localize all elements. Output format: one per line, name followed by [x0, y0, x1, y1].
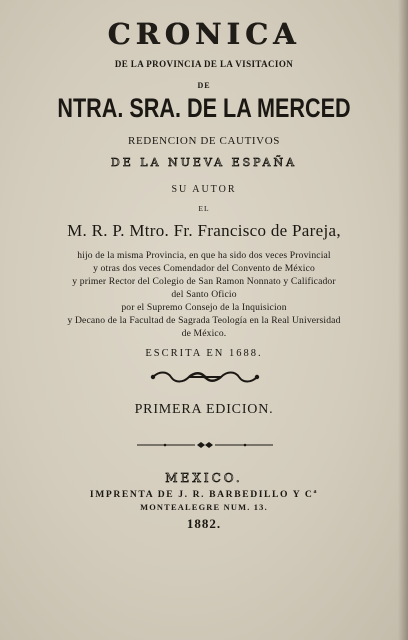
printer-line — [0, 489, 408, 500]
author-name: M. R. P. Mtro. Fr. Francisco de Pareja, — [67, 221, 341, 240]
printer-address: MONTEALEGRE NUM. 13. — [140, 503, 268, 512]
description-line: del Santo Oficio — [171, 289, 237, 300]
subtitle-de: DE — [197, 81, 211, 90]
description-line: de México. — [181, 328, 227, 339]
written-date: ESCRITA EN 1688. — [145, 348, 263, 359]
subtitle-redencion: REDENCION DE CAUTIVOS — [128, 135, 280, 147]
place-of-publication: MEXICO. — [165, 471, 243, 485]
author-label: SU AUTOR — [171, 184, 237, 195]
subtitle-provincia: DE LA PROVINCIA DE LA VISITACION — [114, 59, 294, 69]
printer-name: IMPRENTA DE J. R. BARBEDILLO Y C — [89, 489, 314, 500]
description-line: por el Supremo Consejo de la Inquisicion — [121, 302, 287, 313]
description-line: y primer Rector del Colegio de San Ramon Nonnato y Calificador — [72, 276, 336, 287]
book-title: CRONICA — [107, 17, 301, 51]
author-article: EL — [198, 204, 210, 213]
description-line: y Decano de la Facultad de Sagrada Teología en la Real Universidad — [67, 315, 341, 326]
scroll-ornament-icon — [145, 370, 265, 384]
publication-year: 1882. — [186, 516, 222, 531]
subtitle-nueva-espana: DE LA NUEVA ESPAÑA — [110, 156, 298, 169]
rule-ornament-icon — [135, 440, 275, 450]
edition-label: PRIMERA EDICION. — [134, 402, 274, 417]
description-line: y otras dos veces Comendador del Convento de México — [93, 263, 315, 274]
printer-superscript: a — [313, 489, 319, 495]
description-line: hijo de la misma Provincia, en que ha sido dos veces Provincial — [77, 250, 331, 261]
main-title: NTRA. SRA. DE LA MERCED — [57, 93, 351, 123]
